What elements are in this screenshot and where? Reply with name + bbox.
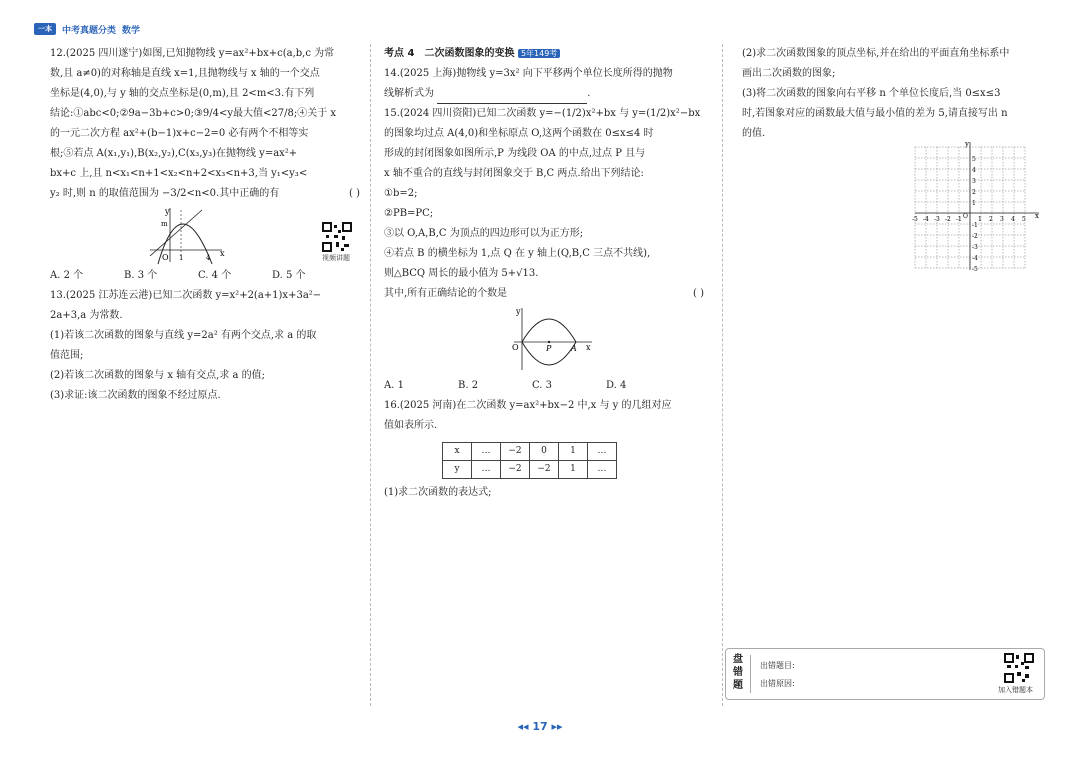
error-book-qr-caption: 加入错题本 bbox=[998, 686, 1033, 694]
option-c[interactable]: C. 4 个 bbox=[198, 270, 232, 281]
option-c[interactable]: C. 3 bbox=[532, 380, 553, 391]
x-tick-label: -3 bbox=[934, 216, 940, 223]
q13-line: (3)求证:该二次函数的图象不经过原点. bbox=[50, 390, 221, 401]
q16-cont-line: 画出二次函数的图象; bbox=[742, 68, 836, 79]
option-b[interactable]: B. 3 个 bbox=[124, 270, 158, 281]
question-15 bbox=[384, 104, 704, 396]
q15-line: ④若点 B 的横坐标为 1,点 Q 在 y 轴上(Q,B,C 三点不共线), bbox=[384, 248, 651, 259]
q14-line bbox=[384, 84, 704, 104]
origin-label: O bbox=[963, 213, 968, 220]
section-title: 考点 4 二次函数图象的变换 bbox=[384, 48, 515, 59]
y-tick-label: -2 bbox=[972, 233, 978, 240]
point-p bbox=[548, 341, 550, 343]
question-16 bbox=[384, 396, 704, 503]
table-cell: y bbox=[443, 461, 472, 479]
q15-line: 的图象均过点 A(4,0)和坐标原点 O,这两个函数在 0≤x≤4 时 bbox=[384, 128, 654, 139]
y-label: y bbox=[516, 307, 521, 316]
table-cell: … bbox=[588, 443, 617, 461]
option-a[interactable]: A. 1 bbox=[384, 380, 404, 391]
table-row bbox=[443, 443, 617, 461]
q15-figure-area bbox=[384, 304, 704, 376]
q15-line: x 轴不重合的直线与封闭图象交于 B,C 两点.给出下列结论: bbox=[384, 168, 644, 179]
origin-label: O bbox=[162, 253, 169, 262]
q12-figure-area bbox=[50, 204, 360, 266]
y-tick-label: -1 bbox=[972, 222, 978, 229]
q12-line: 数,且 a≠0)的对称轴是直线 x=1,且抛物线与 x 轴的一个交点 bbox=[50, 68, 320, 79]
error-review-box bbox=[725, 648, 1045, 700]
column-left bbox=[50, 44, 360, 406]
wrong-question-label[interactable]: 出错题目: bbox=[760, 661, 795, 670]
review-divider bbox=[750, 655, 751, 693]
x-label: x bbox=[220, 249, 225, 258]
question-14 bbox=[384, 64, 704, 104]
q14-end: . bbox=[587, 88, 591, 99]
x-tick-label: -1 bbox=[956, 216, 962, 223]
x-tick-label: 1 bbox=[978, 216, 982, 223]
tick-4: 4 bbox=[206, 254, 211, 262]
table-cell: … bbox=[588, 461, 617, 479]
q15-line: ②PB=PC; bbox=[384, 208, 434, 219]
table-cell: −2 bbox=[530, 461, 559, 479]
q12-line: 12.(2025 四川遂宁)如图,已知抛物线 y=ax²+bx+c(a,b,c 为常 bbox=[50, 48, 335, 59]
x-tick-label: 5 bbox=[1022, 216, 1026, 223]
table-cell: 0 bbox=[530, 443, 559, 461]
option-b[interactable]: B. 2 bbox=[458, 380, 479, 391]
page-number-value: 17 bbox=[532, 720, 548, 733]
line-graph bbox=[150, 210, 202, 256]
video-qr-caption: 视频讲题 bbox=[322, 254, 350, 262]
q16-line: 值如表所示. bbox=[384, 420, 438, 431]
table-cell: 1 bbox=[559, 443, 588, 461]
column-right bbox=[742, 44, 1047, 144]
q12-line-text: y₂ 时,则 n 的取值范围为 −3/2<n<0.其中正确的有 bbox=[50, 188, 280, 199]
section-heading bbox=[384, 44, 704, 64]
question-12 bbox=[50, 44, 360, 286]
xy-value-table bbox=[442, 442, 617, 479]
q15-line bbox=[384, 284, 704, 304]
a-label: A bbox=[571, 344, 577, 353]
y-tick-label: -3 bbox=[972, 244, 978, 251]
answer-paren: ( ) bbox=[693, 288, 704, 299]
y-label: y bbox=[965, 140, 969, 148]
y-tick-label: -4 bbox=[972, 255, 978, 262]
table-cell: 1 bbox=[559, 461, 588, 479]
q15-line-text: 其中,所有正确结论的个数是 bbox=[384, 288, 508, 299]
q15-line: 则△BCQ 周长的最小值为 5+√13. bbox=[384, 268, 539, 279]
table-cell: … bbox=[472, 443, 501, 461]
q13-line: (1)若该二次函数的图象与直线 y=2a² 有两个交点,求 a 的取 bbox=[50, 330, 317, 341]
q12-line bbox=[50, 184, 360, 204]
option-d[interactable]: D. 4 bbox=[606, 380, 627, 391]
x-tick-label: 2 bbox=[989, 216, 993, 223]
q14-line: 14.(2025 上海)抛物线 y=3x² 向下平移两个单位长度所得的抛物 bbox=[384, 68, 673, 79]
page-header bbox=[34, 21, 140, 37]
origin-label: O bbox=[512, 343, 519, 352]
table-cell: −2 bbox=[501, 443, 530, 461]
q12-line: 根;⑤若点 A(x₁,y₁),B(x₂,y₂),C(x₃,y₃)在抛物线 y=ax²+ bbox=[50, 148, 298, 159]
video-qr-code[interactable] bbox=[322, 222, 352, 252]
y-label: y bbox=[165, 207, 170, 216]
q12-parabola-figure bbox=[148, 204, 258, 266]
error-book-qr-code[interactable] bbox=[1004, 653, 1034, 683]
q16-sub1: (1)求二次函数的表达式; bbox=[384, 487, 492, 498]
answer-blank[interactable] bbox=[437, 91, 587, 104]
q16-cont-line: 时,若图象对应的函数最大值与最小值的差为 5,请直接写出 n bbox=[742, 108, 1008, 119]
y-tick-label: 3 bbox=[972, 178, 976, 185]
error-reason-label[interactable]: 出错原因: bbox=[760, 679, 795, 688]
q16-cont-line: 的值. bbox=[742, 128, 766, 139]
q16-cont-line: (2)求二次函数图象的顶点坐标,并在给出的平面直角坐标系中 bbox=[742, 48, 1010, 59]
section-badge: 5年149考 bbox=[518, 49, 560, 58]
y-tick-label: 2 bbox=[972, 189, 976, 196]
table-cell: … bbox=[472, 461, 501, 479]
option-d[interactable]: D. 5 个 bbox=[272, 270, 306, 281]
q13-line: 2a+3,a 为常数. bbox=[50, 310, 123, 321]
q15-options bbox=[384, 376, 704, 396]
q15-closed-figure bbox=[508, 304, 598, 374]
q12-line: 结论:①abc<0;②9a−3b+c>0;③9/4<y最大值<27/8;④关于 x bbox=[50, 108, 337, 119]
q13-line: 值范围; bbox=[50, 350, 84, 361]
option-a[interactable]: A. 2 个 bbox=[50, 270, 84, 281]
q15-line: 形成的封闭图象如图所示,P 为线段 OA 的中点,过点 P 且与 bbox=[384, 148, 646, 159]
column-divider bbox=[722, 44, 723, 706]
x-tick-label: -2 bbox=[945, 216, 951, 223]
table-cell: −2 bbox=[501, 461, 530, 479]
q15-line: ①b=2; bbox=[384, 188, 418, 199]
x-label: x bbox=[586, 343, 591, 352]
x-label: x bbox=[1035, 212, 1039, 220]
q12-line: bx+c 上,且 n<x₁<n+1<x₂<n+2<x₃<n+3,当 y₁<y₃< bbox=[50, 168, 308, 179]
column-divider bbox=[370, 44, 371, 706]
m-label: m bbox=[161, 220, 168, 228]
x-tick-label: 3 bbox=[1000, 216, 1004, 223]
page-number: ◂◂ 17 ▸▸ bbox=[517, 720, 563, 733]
y-tick-label: -5 bbox=[972, 266, 978, 273]
q16-cont-line: (3)将二次函数的图象向右平移 n 个单位长度后,当 0≤x≤3 bbox=[742, 88, 1001, 99]
q13-line: (2)若该二次函数的图象与 x 轴有交点,求 a 的值; bbox=[50, 370, 266, 381]
x-tick-label: 4 bbox=[1011, 216, 1015, 223]
table-cell: x bbox=[443, 443, 472, 461]
q12-line: 的一元二次方程 ax²+(b−1)x+c−2=0 必有两个不相等实 bbox=[50, 128, 309, 139]
answer-paren: ( ) bbox=[349, 188, 360, 199]
coordinate-grid[interactable] bbox=[905, 138, 1045, 278]
q15-line: 15.(2024 四川资阳)已知二次函数 y=−(1/2)x²+bx 与 y=(1/2)x²−bx bbox=[384, 108, 701, 119]
brand-logo: 一本 bbox=[34, 23, 56, 35]
q13-line: 13.(2025 江苏连云港)已知二次函数 y=x²+2(a+1)x+3a²− bbox=[50, 290, 322, 301]
x-tick-label: -4 bbox=[923, 216, 929, 223]
q15-line: ③以 O,A,B,C 为顶点的四边形可以为正方形; bbox=[384, 228, 584, 239]
q14-line-text: 线解析式为 bbox=[384, 88, 434, 99]
column-middle bbox=[384, 44, 704, 503]
table-row bbox=[443, 461, 617, 479]
p-label: P bbox=[546, 344, 552, 353]
q16-line: 16.(2025 河南)在二次函数 y=ax²+bx−2 中,x 与 y 的几组对应 bbox=[384, 400, 672, 411]
book-title: 中考真题分类 bbox=[62, 25, 117, 36]
review-tag: 盘错题 bbox=[733, 654, 743, 691]
q12-line: 坐标是(4,0),与 y 轴的交点坐标是(0,m),且 2<m<3.有下列 bbox=[50, 88, 315, 99]
y-tick-label: 1 bbox=[972, 200, 976, 207]
subject-label: 数学 bbox=[122, 25, 141, 36]
y-tick-label: 4 bbox=[972, 167, 976, 174]
upper-parabola bbox=[522, 319, 576, 342]
tick-1: 1 bbox=[179, 254, 184, 262]
x-tick-label: -5 bbox=[912, 216, 918, 223]
y-tick-label: 5 bbox=[972, 156, 976, 163]
question-13 bbox=[50, 286, 360, 406]
q12-options bbox=[50, 266, 360, 286]
